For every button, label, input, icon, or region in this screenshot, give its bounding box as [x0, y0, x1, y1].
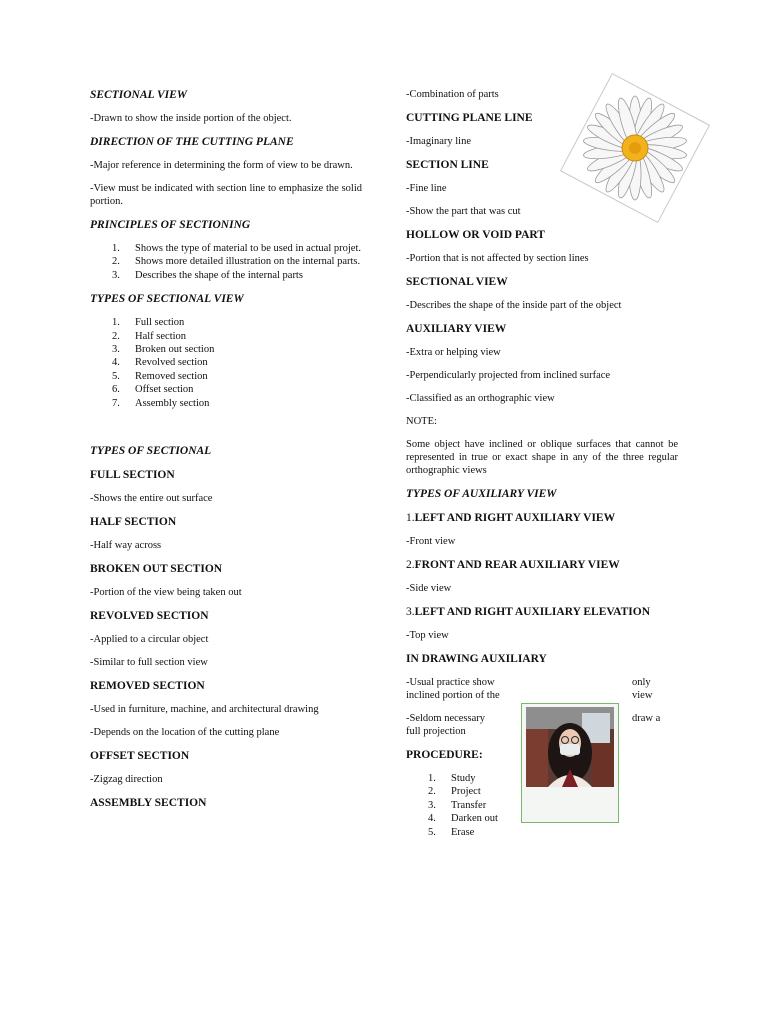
heading-sectional-view-right: SECTIONAL VIEW: [406, 276, 508, 288]
note-text: Some object have inclined or oblique surfaces that cannot be represented in true or exact shape in any of the three regular orthographic views: [406, 439, 678, 476]
heading-assembly-section: ASSEMBLY SECTION: [90, 797, 207, 810]
heading-aux-2: 2.FRONT AND REAR AUXILIARY VIEW: [406, 559, 620, 571]
removed-desc-2: -Depends on the location of the cutting plane: [90, 727, 280, 739]
hollow-desc: -Portion that is not affected by section lines: [406, 253, 589, 264]
heading-removed-section: REMOVED SECTION: [90, 680, 205, 693]
revolved-desc-2: -Similar to full section view: [90, 657, 208, 669]
direction-paragraph-2: -View must be indicated with section line to emphasize the solid portion.: [90, 183, 362, 207]
student-portrait-image: [526, 707, 614, 787]
list-item: 4. Revolved section: [112, 357, 208, 369]
heading-half-section: HALF SECTION: [90, 516, 177, 529]
heading-principles-of-sectioning: PRINCIPLES OF SECTIONING: [90, 219, 251, 231]
photo-frame: [521, 703, 619, 823]
direction-paragraph-1: -Major reference in determining the form of view to be drawn.: [90, 160, 353, 171]
list-item: 4. Darken out: [428, 813, 498, 825]
list-item: 2. Shows more detailed illustration on the internal parts.: [112, 256, 361, 268]
auxiliary-desc-3: -Classified as an orthographic view: [406, 393, 555, 404]
heading-types-of-sectional: TYPES OF SECTIONAL: [90, 445, 212, 458]
heading-broken-out-section: BROKEN OUT SECTION: [90, 563, 223, 576]
heading-hollow-or-void-part: HOLLOW OR VOID PART: [406, 229, 545, 241]
heading-section-line: SECTION LINE: [406, 159, 489, 171]
list-item: 7. Assembly section: [112, 397, 210, 409]
sectional-view-right-desc: -Describes the shape of the inside part of the object: [406, 300, 622, 311]
principles-list: [90, 242, 362, 282]
cutting-plane-desc: -Imaginary line: [406, 136, 472, 147]
half-section-desc: -Half way across: [90, 540, 162, 552]
note-label: NOTE:: [406, 416, 437, 427]
left-column: [90, 88, 362, 810]
list-item: 1. Full section: [112, 317, 185, 329]
list-item: 3. Transfer: [428, 799, 487, 811]
aux-1-desc: -Front view: [406, 536, 456, 547]
broken-out-desc: -Portion of the view being taken out: [90, 587, 242, 599]
heading-cutting-plane-line: CUTTING PLANE LINE: [406, 112, 533, 124]
heading-direction-cutting-plane: DIRECTION OF THE CUTTING PLANE: [90, 136, 294, 148]
section-line-desc-1: -Fine line: [406, 183, 447, 194]
section-line-desc-2: -Show the part that was cut: [406, 206, 521, 217]
list-item: 1. Shows the type of material to be used in actual projet.: [112, 243, 361, 254]
aux-2-desc: -Side view: [406, 583, 452, 594]
combination-of-parts: -Combination of parts: [406, 89, 499, 100]
heading-procedure: PROCEDURE:: [406, 749, 483, 761]
list-item: 1. Study: [428, 773, 476, 784]
list-item: 5. Removed section: [112, 370, 208, 382]
auxiliary-desc-1: -Extra or helping view: [406, 347, 501, 358]
daisy-sticker-image: [555, 68, 715, 228]
list-item: 3. Describes the shape of the internal parts: [112, 269, 303, 281]
sectional-view-description: -Drawn to show the inside portion of the object.: [90, 113, 292, 124]
aux-3-desc: -Top view: [406, 630, 449, 641]
list-item: 5. Erase: [428, 826, 475, 838]
list-item: 3. Broken out section: [112, 344, 215, 356]
heading-aux-1: 1.LEFT AND RIGHT AUXILIARY VIEW: [406, 512, 616, 524]
removed-desc-1: -Used in furniture, machine, and architectural drawing: [90, 704, 319, 716]
heading-full-section: FULL SECTION: [90, 469, 175, 482]
heading-offset-section: OFFSET SECTION: [90, 750, 190, 763]
list-item: 2. Half section: [112, 330, 187, 342]
revolved-desc-1: -Applied to a circular object: [90, 634, 209, 646]
heading-in-drawing-auxiliary: IN DRAWING AUXILIARY: [406, 653, 547, 665]
heading-sectional-view: SECTIONAL VIEW: [90, 89, 188, 101]
heading-types-of-auxiliary-view: TYPES OF AUXILIARY VIEW: [406, 488, 557, 500]
list-item: 6. Offset section: [112, 384, 194, 396]
seldom-paragraph: -Seldom necessary draw a full projection: [406, 713, 661, 737]
heading-types-of-sectional-view: TYPES OF SECTIONAL VIEW: [90, 293, 244, 306]
offset-desc: -Zigzag direction: [90, 774, 163, 786]
list-item: 2. Project: [428, 786, 481, 798]
auxiliary-desc-2: -Perpendicularly projected from inclined surface: [406, 370, 611, 381]
full-section-desc: -Shows the entire out surface: [90, 493, 213, 505]
heading-revolved-section: REVOLVED SECTION: [90, 610, 209, 623]
heading-auxiliary-view: AUXILIARY VIEW: [406, 323, 507, 335]
heading-aux-3: 3.LEFT AND RIGHT AUXILIARY ELEVATION: [406, 606, 651, 618]
types-list: [90, 316, 362, 410]
usual-practice-paragraph: -Usual practice show only inclined portion of the view: [406, 677, 653, 701]
